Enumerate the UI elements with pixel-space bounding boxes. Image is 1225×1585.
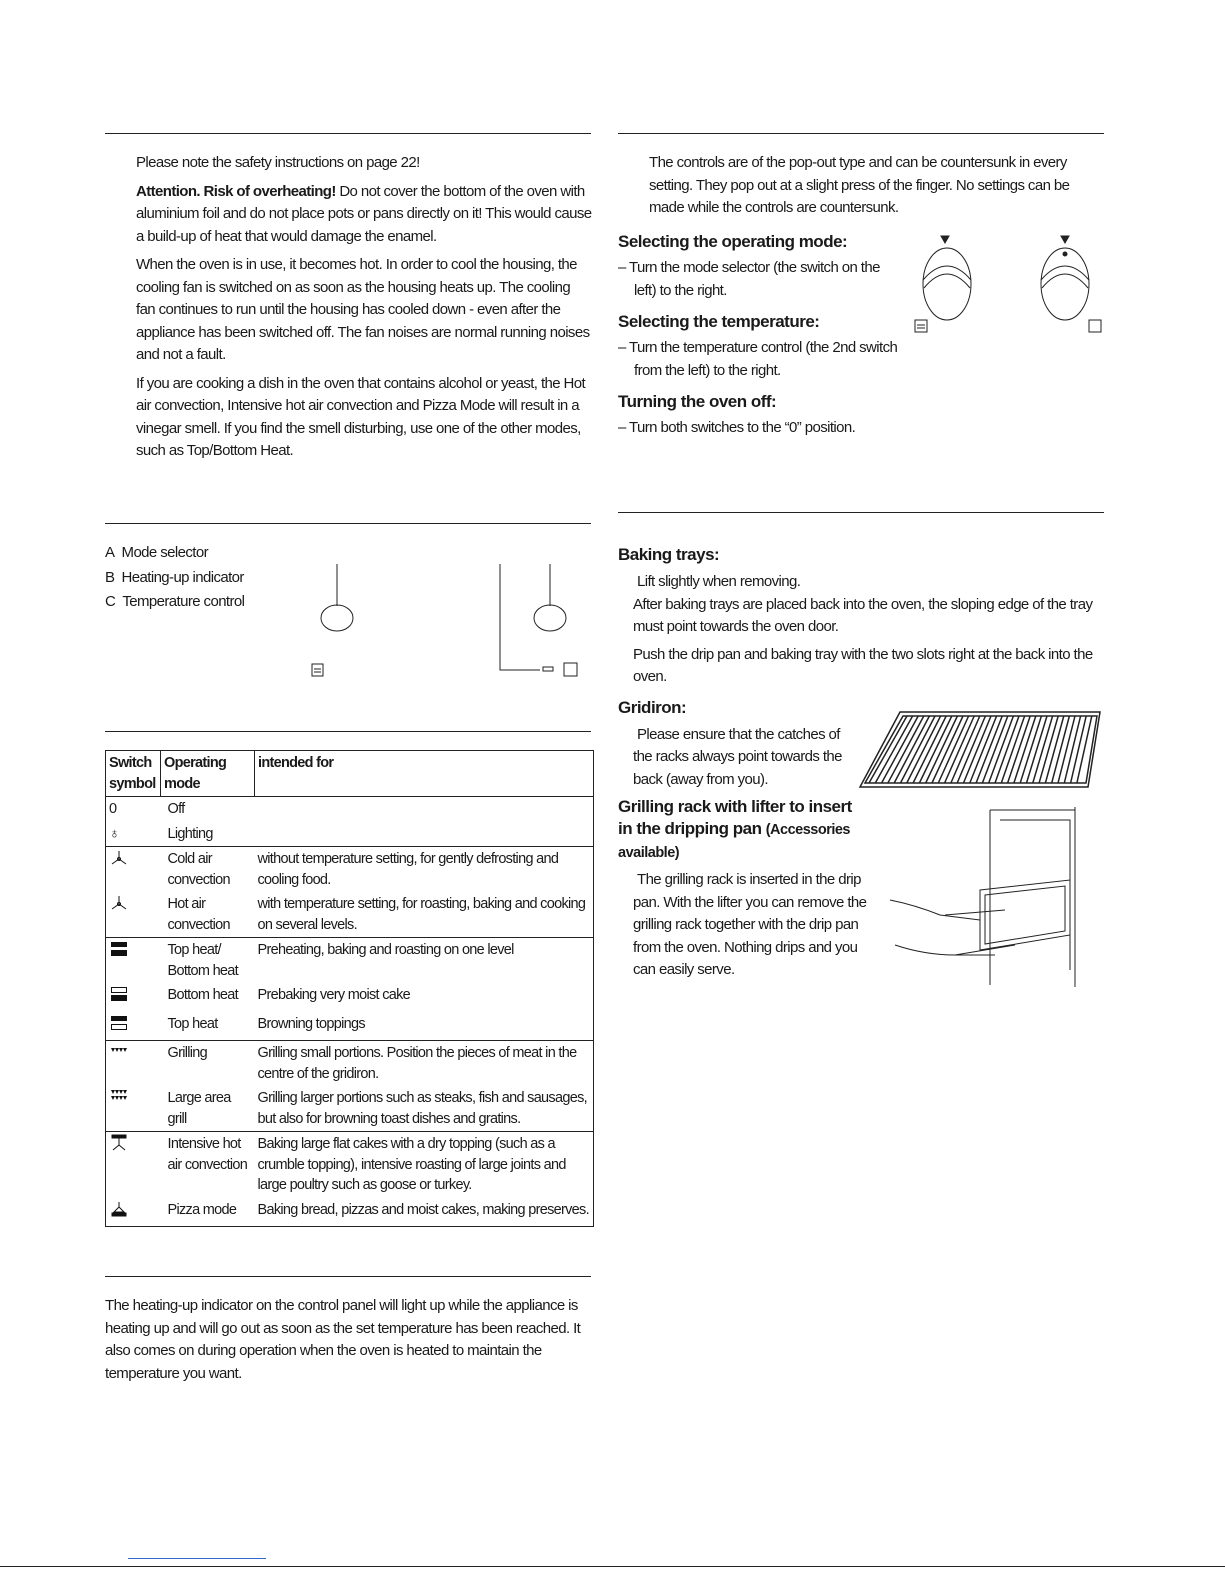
use-cell <box>255 797 594 822</box>
mode-cell: Intensive hot air convection <box>161 1132 255 1198</box>
lighting-icon: ♁ <box>109 825 120 842</box>
use-cell: Baking large flat cakes with a dry topping (such as a crumble topping), intensive roasting of large joints and large poultry such as goose or turkey. <box>255 1132 594 1198</box>
warning-text: Do not cover the bottom of the oven with aluminium foil and do not place pots or pans directly on it! This would cause a build-up of heat that would damage the enamel. <box>136 182 592 245</box>
divider <box>105 1276 591 1277</box>
symbol-cell <box>106 1012 161 1041</box>
symbol-cell <box>106 822 161 847</box>
indicator-text: The heating-up indicator on the control panel will light up while the appliance is heating up and will go out as soon as the set temperature has been reached. It also comes on during operation when the oven is heated to maintain the temperature you want. <box>105 1297 581 1382</box>
trays-text: Push the drip pan and baking tray with the two slots right at the back into the oven. <box>633 645 1093 685</box>
header-switch-symbol: Switch symbol <box>106 751 161 797</box>
divider <box>618 512 1104 513</box>
mode-cell: Off <box>167 801 185 817</box>
heading-temperature: Selecting the temperature: <box>618 312 820 331</box>
legend-key: B <box>105 568 115 586</box>
overheating-warning <box>136 181 592 249</box>
knobs-illustration <box>905 232 1105 337</box>
use-cell: Grilling larger portions such as steaks, fish and sausages, but also for browning toast dishes and gratins. <box>257 1090 587 1127</box>
use-cell <box>255 822 594 847</box>
gridiron-illustration <box>855 707 1105 792</box>
table-row <box>106 938 593 984</box>
heading-baking-trays: Baking trays: <box>618 545 720 564</box>
mode-cell: Pizza mode <box>167 1201 237 1218</box>
table-row <box>106 847 593 893</box>
cooling-fan-text: When the oven is in use, it becomes hot. In order to cool the housing, the cooling fan is switched on as soon as the housing heats up. The cooling fan continues to run until the housing has cooled down - even after the appliance has been switched off. The fan noises are normal running noises and not a fault. <box>136 256 590 363</box>
mode-cell: Cold air convection <box>161 847 255 893</box>
off-instruction: – Turn both switches to the “0” position. <box>618 419 856 436</box>
use-cell: Grilling small portions. Position the pieces of meat in the centre of the gridiron. <box>255 1041 594 1087</box>
symbol-cell <box>106 847 161 893</box>
heading-gridiron: Gridiron: <box>618 697 687 717</box>
mode-cell: Lighting <box>167 825 213 842</box>
fan-icon <box>109 855 129 871</box>
mode-cell: Hot air convection <box>167 896 230 933</box>
footer-divider <box>0 1566 1225 1567</box>
topbottom-icon <box>109 946 129 962</box>
symbol-cell <box>106 797 161 822</box>
use-cell: Preheating, baking and roasting on one level <box>255 938 594 984</box>
indicator-section <box>105 1295 592 1385</box>
safety-note: Please note the safety instructions on page 22! <box>136 154 420 171</box>
controls-intro <box>649 152 1104 220</box>
symbol-cell <box>106 892 161 938</box>
heading-text: Grilling rack with lifter to insert in the dripping pan <box>618 797 852 838</box>
legend-c <box>105 591 244 614</box>
heading-mode: Selecting the operating mode: <box>618 232 848 251</box>
mode-cell: Grilling <box>161 1041 255 1087</box>
heading-grilling-rack <box>618 796 863 864</box>
controls-section <box>618 230 898 440</box>
table-row <box>106 1012 593 1041</box>
mode-cell: Large area grill <box>167 1090 231 1127</box>
table-row <box>106 797 593 822</box>
heading-off: Turning the oven off: <box>618 392 777 411</box>
table-row <box>106 822 593 847</box>
divider <box>618 133 1104 134</box>
grilling-rack-illustration <box>885 805 1085 990</box>
header-intended-for: intended for <box>255 751 594 797</box>
header-operating-mode: Operating mode <box>161 751 255 797</box>
legend-label: Mode selector <box>121 544 208 561</box>
intensive-icon <box>109 1140 129 1156</box>
table-row <box>106 983 593 1012</box>
symbol-cell <box>106 1041 161 1087</box>
top-icon <box>109 1020 129 1036</box>
use-cell: with temperature setting, for roasting, baking and cooking on several levels. <box>257 896 586 933</box>
legend-b <box>105 567 244 590</box>
symbol-cell <box>106 1198 161 1227</box>
use-cell: without temperature setting, for gently defrosting and cooling food. <box>255 847 594 893</box>
operating-modes-table <box>105 750 594 1227</box>
gridiron-text: Please ensure that the catches of the racks always point towards the back (away from you). <box>633 725 842 788</box>
bottom-icon <box>109 991 129 1007</box>
mode-instruction: – Turn the mode selector (the switch on the left) to the right. <box>618 259 880 299</box>
intro-text: The controls are of the pop-out type and can be countersunk in every setting. They pop out at a slight press of the finger. No settings can be made while the controls are countersunk. <box>649 154 1070 216</box>
legend-label: Heating-up indicator <box>121 568 244 586</box>
mode-cell: Bottom heat <box>167 987 238 1003</box>
temperature-instruction: – Turn the temperature control (the 2nd switch from the left) to the right. <box>618 339 898 379</box>
off-icon: 0 <box>109 801 117 817</box>
grill-icon <box>109 1049 129 1065</box>
smell-text: If you are cooking a dish in the oven that contains alcohol or yeast, the Hot air convection, Intensive hot air convection and Pizza Mode will result in a vinegar smell. If you find the smell disturbing, use one of the other modes, such as Top/Bottom Heat. <box>136 374 586 459</box>
mode-cell: Top heat/ Bottom heat <box>161 938 255 984</box>
legend-a <box>105 542 244 565</box>
legend-key: A <box>105 544 115 561</box>
symbol-cell <box>106 983 161 1012</box>
trays-text: After baking trays are placed back into the oven, the sloping edge of the tray must point towards the oven door. <box>633 595 1093 635</box>
use-cell: Baking bread, pizzas and moist cakes, making preserves. <box>257 1201 589 1218</box>
legend-label: Temperature control <box>122 593 245 610</box>
heading-note: (Accessories available) <box>618 822 850 861</box>
table-row <box>106 892 593 938</box>
divider <box>105 133 591 134</box>
trays-text: Lift slightly when removing. <box>637 573 801 590</box>
legend-key: C <box>105 593 116 610</box>
divider <box>105 731 591 732</box>
fan-icon <box>109 900 129 916</box>
pizza-icon <box>109 1206 129 1222</box>
footer-link-underline <box>128 1558 266 1559</box>
symbol-cell <box>106 938 161 984</box>
mode-cell: Top heat <box>167 1015 218 1032</box>
control-panel-diagram <box>300 562 590 682</box>
table-header-row <box>106 751 593 797</box>
use-cell: Browning toppings <box>257 1015 365 1032</box>
table-row <box>106 1041 593 1087</box>
table-row <box>106 1086 593 1132</box>
grilling-rack-text: The grilling rack is inserted in the drip pan. With the lifter you can remove the grilling rack together with the drip pan from the oven. Nothing drips and you can easily serve. <box>633 871 867 978</box>
symbol-cell <box>106 1086 161 1132</box>
table-row <box>106 1132 593 1198</box>
safety-section <box>136 152 592 469</box>
use-cell: Prebaking very moist cake <box>257 987 411 1003</box>
warning-label: Attention. Risk of overheating! <box>136 182 336 200</box>
largegrill-icon <box>109 1094 129 1110</box>
symbol-cell <box>106 1132 161 1198</box>
panel-legend <box>105 542 244 614</box>
divider <box>105 523 591 524</box>
table-row <box>106 1198 593 1227</box>
